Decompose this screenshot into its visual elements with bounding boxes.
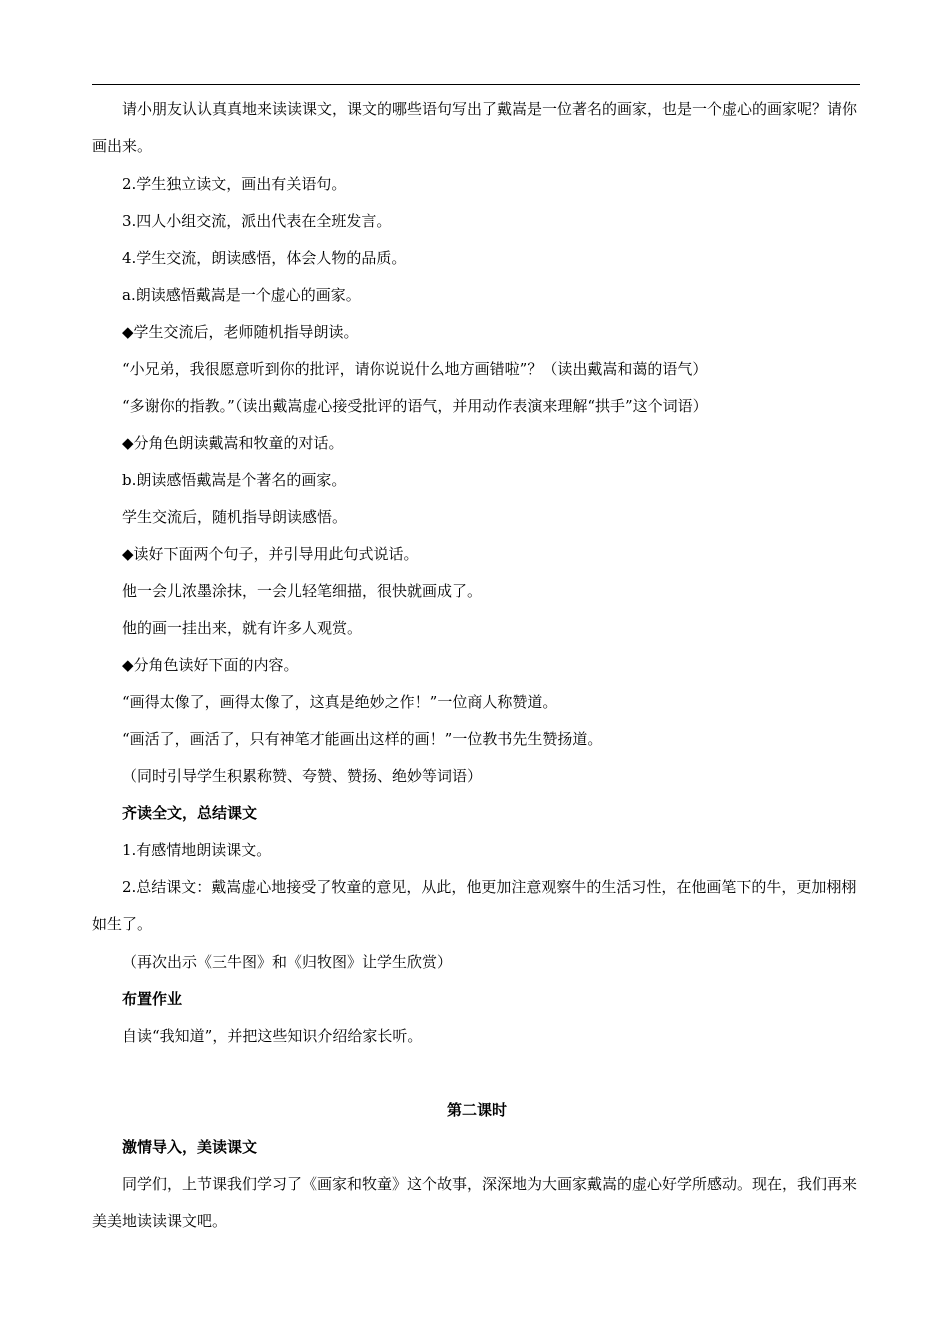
paragraph-summary: 2.总结课文：戴嵩虚心地接受了牧童的意见，从此，他更加注意观察牛的生活习性，在他画笔下的牛，更加栩栩如生了。 [92,878,857,933]
paragraph-intro-question: 请小朋友认认真真地来读读课文，课文的哪些语句写出了戴嵩是一位著名的画家，也是一个虚心的画家呢？请你画出来。 [92,100,858,155]
step-2: 2.学生独立读文，画出有关语句。 [122,175,347,193]
bullet-role-content: ◆分角色读好下面的内容。 [122,656,299,674]
section-gap [92,1063,862,1100]
paragraph-second-intro: 同学们，上节课我们学习了《画家和牧童》这个故事，深深地为大画家戴嵩的虚心好学所感动。现在，我们再来美美地读读课文吧。 [92,1175,858,1230]
step-3: 3.四人小组交流，派出代表在全班发言。 [122,212,392,230]
heading-read-summarize: 齐读全文，总结课文 [122,804,258,822]
paragraph-student-exchange: 学生交流后，随机指导朗读感悟。 [122,508,348,526]
quote-thanks: “多谢你的指教。”（读出戴嵩虚心接受批评的语气，并用动作表演来理解“拱手”这个词语） [122,397,708,415]
bullet-two-sentences: ◆读好下面两个句子，并引导用此句式说话。 [122,545,419,563]
heading-homework: 布置作业 [122,990,183,1008]
step-4: 4.学生交流，朗读感悟，体会人物的品质。 [122,249,407,267]
document-body [92,98,862,1249]
header-rule [92,84,860,85]
quote-merchant: “画得太像了，画得太像了，这真是绝妙之作！”一位商人称赞道。 [122,693,558,711]
quote-teacher: “画活了，画活了，只有神笔才能画出这样的画！”一位教书先生赞扬道。 [122,730,603,748]
sub-b: b.朗读感悟戴嵩是个著名的画家。 [122,471,347,489]
sub-a: a.朗读感悟戴嵩是一个虚心的画家。 [122,286,361,304]
bullet-guide-reading: ◆学生交流后，老师随机指导朗读。 [122,323,359,341]
sentence-ink: 他一会儿浓墨涂抹，一会儿轻笔细描，很快就画成了。 [122,582,483,600]
heading-second-lesson: 第二课时 [446,1101,507,1119]
note-show-paintings: （再次出示《三牛图》和《归牧图》让学生欣赏） [122,953,453,971]
note-vocabulary: （同时引导学生积累称赞、夸赞、赞扬、绝妙等词语） [122,767,483,785]
quote-little-brother: “小兄弟，我很愿意听到你的批评，请你说说什么地方画错啦”？（读出戴嵩和蔼的语气） [122,360,708,378]
bullet-role-reading: ◆分角色朗读戴嵩和牧童的对话。 [122,434,344,452]
sentence-painting-hung: 他的画一挂出来，就有许多人观赏。 [122,619,363,637]
paragraph-homework: 自读“我知道”，并把这些知识介绍给家长听。 [122,1027,423,1045]
step-read-emotion: 1.有感情地朗读课文。 [122,841,272,859]
heading-intro-reading: 激情导入，美读课文 [122,1138,258,1156]
